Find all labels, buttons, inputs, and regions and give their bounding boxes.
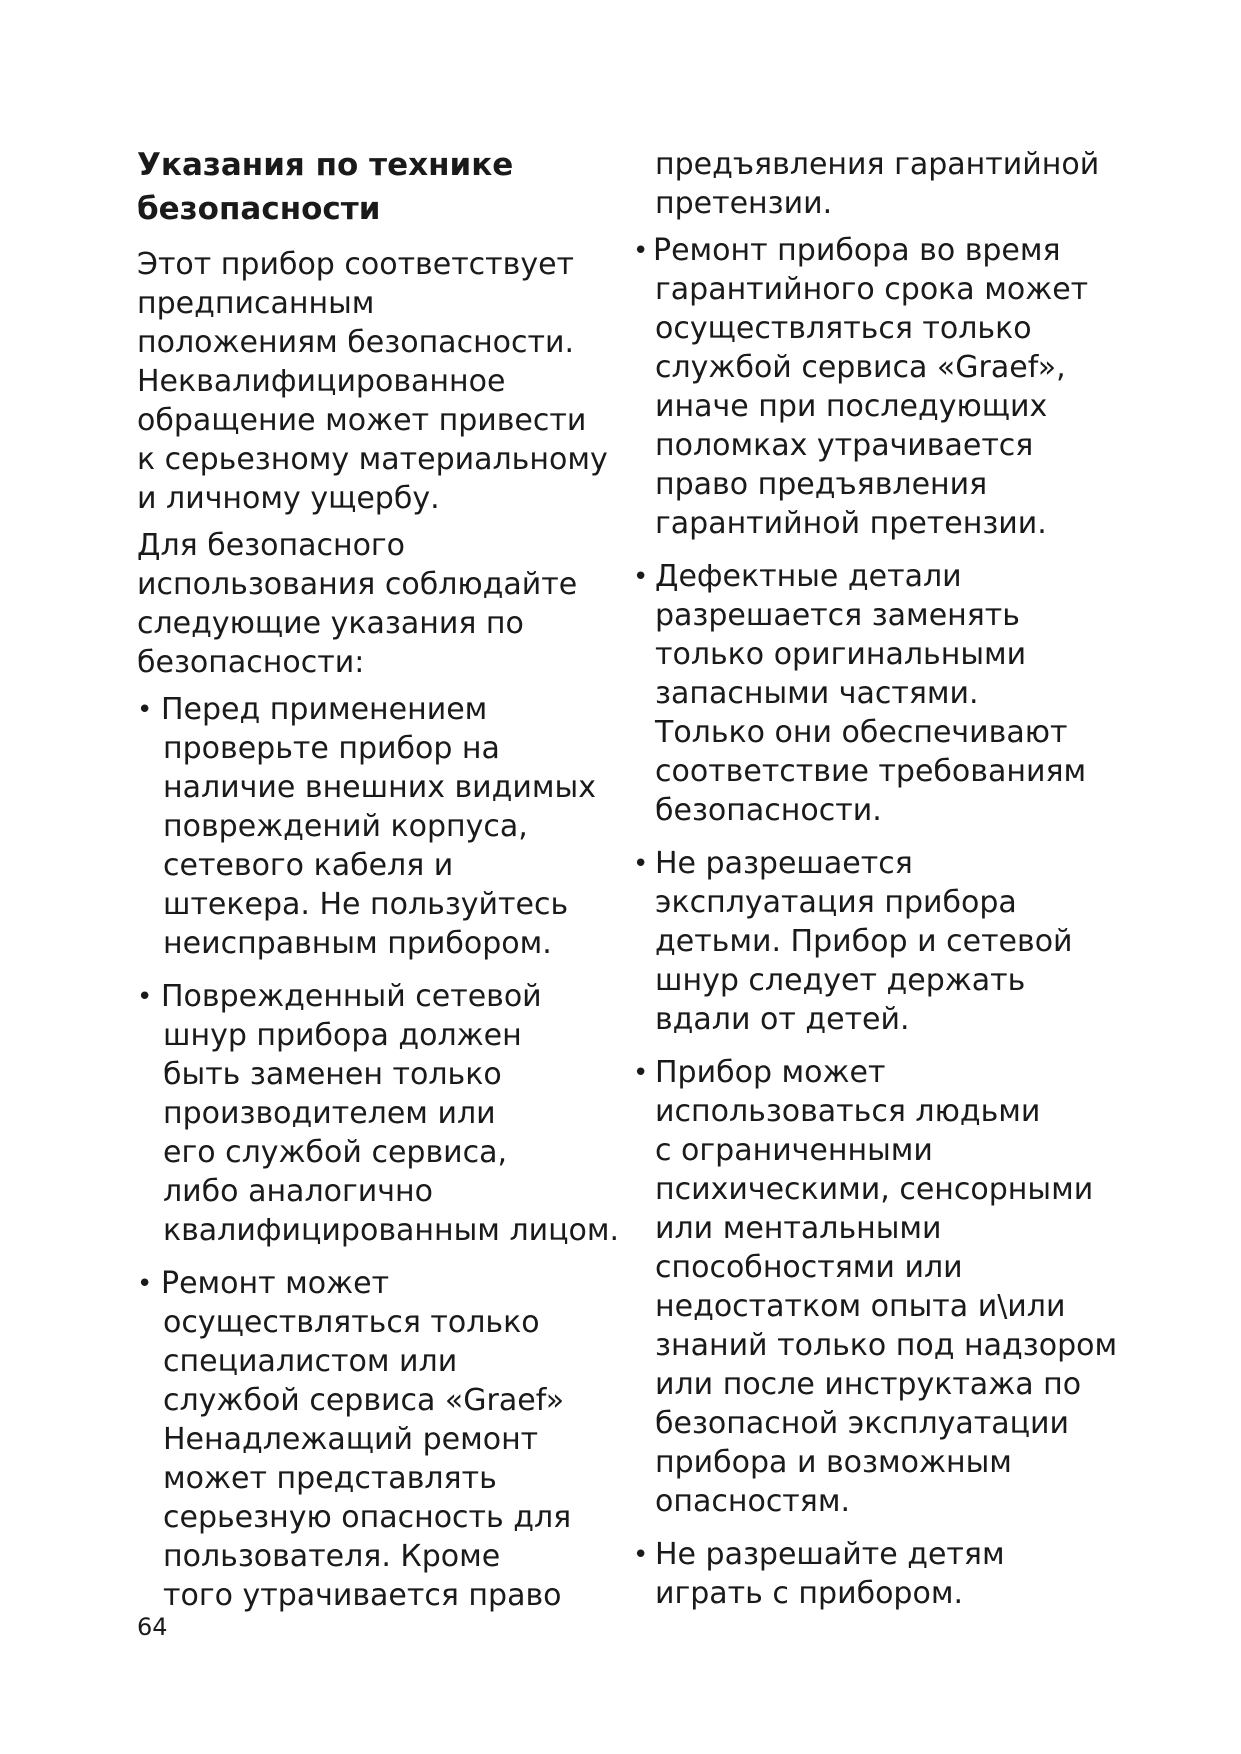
intro-line: Неквалифицированное [137,364,506,399]
list-item-line: Перед применением [161,692,488,727]
list-item-line: использоваться людьми [655,1094,1041,1129]
list-item-line: осуществляться только [163,1305,540,1340]
bullet-icon: • [633,849,649,879]
intro2-line: безопасности: [137,645,365,680]
bullet-icon: • [137,982,153,1012]
list-item-line: шнур следует держать [655,963,1026,998]
list-item-line: Поврежденный сетевой [161,979,542,1014]
bullet-icon: • [633,1540,649,1570]
list-item-line: гарантийной претензии. [655,506,1047,541]
bullet-icon: • [633,562,649,592]
continuation-line: претензии. [655,186,833,221]
list-item-line: разрешается заменять [655,598,1020,633]
list-item-line: недостатком опыта и\или [655,1289,1066,1324]
list-item-line: осуществляться только [655,311,1032,346]
bullet-icon: • [633,236,649,266]
intro-line: к серьезному материальному [137,442,608,477]
list-item-line: запасными частями. [655,676,979,711]
list-item-line: или ментальными [655,1211,942,1246]
list-item-line: серьезную опасность для [163,1500,572,1535]
list-item-line: шнур прибора должен [163,1018,522,1053]
intro2-line: Для безопасного [137,528,406,563]
page-number: 64 [137,1613,168,1641]
intro2-line: следующие указания по [137,606,524,641]
list-item-line: службой сервиса «Graef» [163,1383,565,1418]
list-item-line: Не разрешайте детям [655,1537,1005,1572]
intro-line: и личному ущербу. [137,481,440,516]
intro-line: Этот прибор соответствует [137,247,575,282]
intro-line: предписанным [137,286,375,321]
bullet-icon: • [137,695,153,725]
intro-line: обращение может привести [137,403,587,438]
list-item-line: играть с прибором. [655,1576,963,1611]
list-item-line: прибора и возможным [655,1445,1012,1480]
intro2-line: использования соблюдайте [137,567,578,602]
list-item-line: наличие внешних видимых [163,770,596,805]
list-item-line: опасностям. [655,1484,850,1519]
list-item-line: может представлять [163,1461,497,1496]
list-item-line: пользователя. Кроме [163,1539,501,1574]
list-item-line: либо аналогично [163,1174,433,1209]
list-item-line: квалифицированным лицом. [163,1213,620,1248]
list-item-line: соответствие требованиям [655,754,1087,789]
list-item-line: эксплуатация прибора [655,885,1017,920]
list-item-line: службой сервиса «Graef», [655,350,1066,385]
list-item-line: Дефектные детали [655,559,962,594]
list-item-line: право предъявления [655,467,988,502]
list-item-line: или после инструктажа по [655,1367,1082,1402]
list-item-line: безопасности. [655,793,882,828]
list-item-line: специалистом или [163,1344,458,1379]
list-item-line: его службой сервиса, [163,1135,508,1170]
list-item-line: Ремонт может [161,1266,390,1301]
list-item-line: гарантийного срока может [655,272,1089,307]
list-item-line: сетевого кабеля и [163,848,454,883]
list-item-line: Не разрешается [655,846,913,881]
list-item-line: Ремонт прибора во время [653,233,1061,268]
list-item-line: способностями или [655,1250,963,1285]
list-item-line: производителем или [163,1096,496,1131]
list-item-line: психическими, сенсорными [655,1172,1094,1207]
list-item-line: того утрачивается право [163,1578,562,1613]
list-item-line: повреждений корпуса, [163,809,528,844]
list-item-line: вдали от детей. [655,1002,910,1037]
list-item-line: быть заменен только [163,1057,502,1092]
section-title-line-2: безопасности [137,191,381,227]
list-item-line: неисправным прибором. [163,926,552,961]
bullet-icon: • [633,1058,649,1088]
list-item-line: только оригинальными [655,637,1027,672]
list-item-line: Ненадлежащий ремонт [163,1422,539,1457]
list-item-line: безопасной эксплуатации [655,1406,1070,1441]
list-item-line: проверьте прибор на [163,731,500,766]
list-item-line: иначе при последующих [655,389,1048,424]
list-item-line: Прибор может [655,1055,886,1090]
list-item-line: знаний только под надзором [655,1328,1118,1363]
list-item-line: детьми. Прибор и сетевой [655,924,1073,959]
list-item-line: Только они обеспечивают [655,715,1068,750]
bullet-icon: • [137,1269,153,1299]
continuation-line: предъявления гарантийной [655,147,1100,182]
section-title-line-1: Указания по технике [137,147,514,183]
list-item-line: с ограниченными [655,1133,933,1168]
list-item-line: поломках утрачивается [655,428,1034,463]
intro-line: положениям безопасности. [137,325,575,360]
list-item-line: штекера. Не пользуйтесь [163,887,569,922]
